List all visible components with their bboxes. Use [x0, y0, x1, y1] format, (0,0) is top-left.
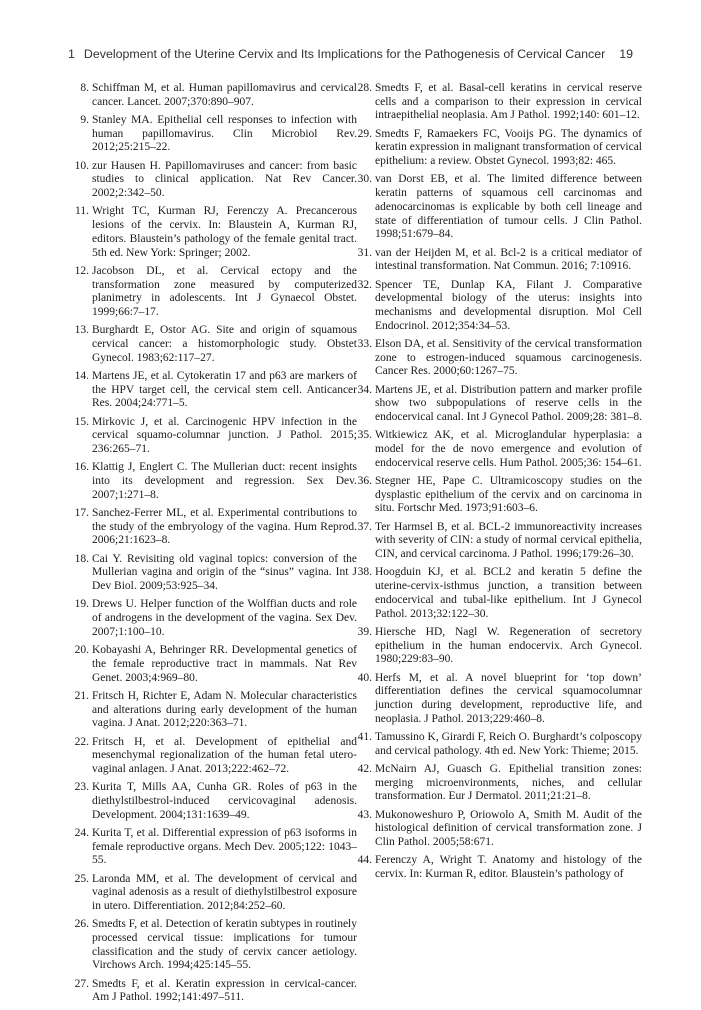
reference-number: 44.: [357, 854, 372, 867]
reference-number: 35.: [357, 429, 372, 442]
reference-text: Smedts F, Ramaekers FC, Vooijs PG. The dynamics of keratin expression in malignant transformation of cervical epithelium: a review. Obstet Gynecol. 1993;82: 465.: [375, 127, 642, 168]
reference-item: [75, 978, 357, 1005]
reference-text: van der Heijden M, et al. Bcl-2 is a critical mediator of intestinal transformation. Nat Commun. 2016; 7:10916.: [375, 246, 642, 273]
page-number: 19: [619, 47, 633, 61]
reference-item: [358, 475, 642, 516]
references-column-right: [358, 82, 642, 886]
reference-number: 39.: [357, 625, 372, 638]
reference-number: 31.: [357, 246, 372, 259]
reference-text: Smedts F, et al. Basal-cell keratins in cervical reserve cells and a comparison to their expression in cervical intraepithelial neoplasia. Am J Pathol. 1992;140: 601–12.: [375, 82, 642, 122]
reference-item: [358, 338, 642, 379]
reference-text: Cai Y. Revisiting old vaginal topics: conversion of the Mullerian vagina and origin of the “sinus” vagina. Int J Dev Biol. 2009;53:925–34.: [92, 552, 357, 593]
reference-item: [75, 160, 357, 201]
reference-text: Hoogduin KJ, et al. BCL2 and keratin 5 define the uterine-cervix-isthmus junction, a transition between endocervical and tubal-like epithelium. Int J Gynecol Pathol. 2013;32:122–30.: [375, 566, 642, 620]
reference-number: 32.: [357, 278, 372, 291]
reference-number: 41.: [357, 730, 372, 743]
reference-item: [358, 566, 642, 621]
reference-text: Stegner HE, Pape C. Ultramicoscopy studies on the dysplastic epithelium of the cervix and on carcinoma in situ. Fortschr Med. 1973;91:603–6.: [375, 475, 642, 515]
reference-item: [358, 247, 642, 274]
reference-item: [358, 429, 642, 470]
reference-number: 42.: [357, 762, 372, 775]
reference-item: [75, 324, 357, 365]
reference-text: Schiffman M, et al. Human papillomavirus and cervical cancer. Lancet. 2007;370:890–907.: [92, 82, 357, 108]
reference-number: 27.: [74, 977, 89, 990]
reference-number: 29.: [357, 127, 372, 140]
reference-item: [358, 731, 642, 758]
running-header: [68, 47, 633, 67]
reference-item: [75, 205, 357, 260]
reference-text: Martens JE, et al. Cytokeratin 17 and p63 are markers of the HPV target cell, the cervical stem cell. Anticancer Res. 2004;24:771–5.: [92, 369, 357, 410]
reference-text: Hiersche HD, Nagl W. Regeneration of secretory epithelium in the human endocervix. Arch Gynecol. 1980;229:83–90.: [375, 625, 642, 666]
reference-item: [358, 128, 642, 169]
reference-item: [75, 265, 357, 320]
reference-text: Smedts F, et al. Keratin expression in cervical-cancer. Am J Pathol. 1992;141:497–511.: [92, 977, 357, 1004]
reference-number: 10.: [74, 159, 89, 172]
reference-item: [75, 370, 357, 411]
reference-item: [358, 279, 642, 334]
reference-number: 21.: [74, 689, 89, 702]
reference-item: [358, 82, 642, 123]
reference-item: [75, 827, 357, 868]
reference-number: 16.: [74, 461, 89, 474]
reference-text: Kobayashi A, Behringer RR. Developmental genetics of the female reproductive tract in mammals. Nat Rev Genet. 2003;4:969–80.: [92, 644, 357, 684]
reference-text: Jacobson DL, et al. Cervical ectopy and the transformation zone measured by computerized planimetry in adolescents. Int J Gynaecol Obstet. 1999;66:7–17.: [92, 264, 357, 318]
reference-number: 11.: [75, 205, 89, 218]
reference-item: [358, 626, 642, 667]
reference-number: 23.: [74, 781, 89, 794]
reference-item: [75, 690, 357, 731]
reference-item: [75, 461, 357, 502]
reference-item: [75, 114, 357, 155]
chapter-number: 1: [68, 47, 75, 61]
reference-item: [358, 173, 642, 242]
reference-number: 17.: [74, 507, 89, 520]
reference-item: [75, 553, 357, 594]
reference-text: Kurita T, Mills AA, Cunha GR. Roles of p63 in the diethylstilbestrol-induced cervicovaginal adenosis. Development. 2004;131:1639–49.: [92, 781, 357, 821]
reference-text: McNairn AJ, Guasch G. Epithelial transition zones: merging microenvironments, niches, and cellular transformation. Eur J Dermatol. 2011;21:21–8.: [375, 762, 642, 803]
reference-text: Mukonoweshuro P, Oriowolo A, Smith M. Audit of the histological definition of cervical transformation zone. J Clin Pathol. 2005;58:671.: [375, 808, 642, 849]
reference-item: [358, 809, 642, 850]
reference-text: zur Hausen H. Papillomaviruses and cancer: from basic studies to clinical application. Nat Rev Cancer. 2002;2:342–50.: [92, 159, 357, 200]
reference-text: Drews U. Helper function of the Wolffian ducts and role of androgens in the development of the vagina. Sex Dev. 2007;1:100–10.: [92, 598, 357, 638]
reference-number: 37.: [357, 520, 372, 533]
reference-text: Fritsch H, et al. Development of epithelial and mesenchymal regionalization of the human fetal utero-vaginal anlagen. J Anat. 2013;222:462–72.: [92, 735, 357, 775]
reference-text: Martens JE, et al. Distribution pattern and marker profile show two subpopulations of reserve cells in the endocervical canal. Int J Gynecol Pathol. 2009;28: 381–8.: [375, 383, 642, 424]
reference-number: 34.: [357, 383, 372, 396]
reference-text: Kurita T, et al. Differential expression of p63 isoforms in female reproductive organs. Mech Dev. 2005;122: 1043–55.: [92, 826, 357, 867]
reference-text: Klattig J, Englert C. The Mullerian duct: recent insights into its development and regression. Sex Dev. 2007;1:271–8.: [92, 461, 357, 501]
reference-text: Herfs M, et al. A novel blueprint for ‘top down’ differentiation defines the cervical squamocolumnar junction during development, reproductive life, and neoplasia. J Pathol. 2013;229:460–8.: [375, 671, 642, 725]
reference-item: [75, 873, 357, 914]
reference-number: 14.: [74, 369, 89, 382]
reference-item: [75, 781, 357, 822]
reference-text: Stanley MA. Epithelial cell responses to infection with human papillomavirus. Clin Microbiol Rev. 2012;25:215–22.: [92, 114, 357, 154]
reference-text: Spencer TE, Dunlap KA, Filant J. Comparative developmental biology of the uterus: insights into mechanisms and developmental disruption. Mol Cell Endocrinol. 2012;354:34–53.: [375, 278, 642, 332]
reference-number: 24.: [74, 826, 89, 839]
reference-number: 12.: [74, 264, 89, 277]
reference-text: Smedts F, et al. Detection of keratin subtypes in routinely processed cervical tissue: implications for tumour classification and the study of cervix cancer aetiology. Virchows Arch. 1994;425:145–55.: [92, 918, 357, 972]
reference-number: 30.: [357, 173, 372, 186]
reference-item: [75, 918, 357, 973]
reference-text: Elson DA, et al. Sensitivity of the cervical transformation zone to estrogen-induced squamous carcinogenesis. Cancer Res. 2000;60:1267–75.: [375, 337, 642, 378]
reference-number: 13.: [74, 324, 89, 337]
reference-item: [358, 384, 642, 425]
reference-number: 38.: [357, 566, 372, 579]
reference-item: [358, 672, 642, 727]
reference-text: Tamussino K, Girardi F, Reich O. Burghardt’s colposcopy and cervical pathology. 4th ed. New York: Thieme; 2015.: [375, 730, 643, 757]
reference-number: 22.: [74, 735, 89, 748]
reference-number: 40.: [357, 671, 372, 684]
reference-item: [75, 82, 357, 109]
references-column-left: [75, 82, 357, 1010]
reference-text: Sanchez-Ferrer ML, et al. Experimental contributions to the study of the embryology of the vagina. Hum Reprod. 2006;21:1623–8.: [92, 507, 357, 547]
reference-text: Fritsch H, Richter E, Adam N. Molecular characteristics and alterations during early development of the human vagina. J Anat. 2012;220:363–71.: [92, 689, 357, 730]
reference-item: [358, 854, 642, 881]
reference-item: [358, 521, 642, 562]
chapter-heading: [68, 47, 605, 61]
reference-number: 33.: [357, 337, 372, 350]
reference-text: Mirkovic J, et al. Carcinogenic HPV infection in the cervical squamo-columnar junction. J Pathol. 2015; 236:265–71.: [92, 415, 357, 456]
reference-number: 26.: [74, 918, 89, 931]
reference-text: Laronda MM, et al. The development of cervical and vaginal adenosis as a result of diethylstilbestrol exposure in utero. Differentiation. 2012;84:252–60.: [92, 872, 357, 913]
reference-text: Ter Harmsel B, et al. BCL-2 immunoreactivity increases with severity of CIN: a study of normal cervical epithelia, CIN, and cervical carcinoma. J Pathol. 1996;179:26–30.: [375, 520, 642, 561]
reference-number: 43.: [357, 808, 372, 821]
reference-item: [75, 598, 357, 639]
reference-text: Ferenczy A, Wright T. Anatomy and histology of the cervix. In: Kurman R, editor. Blaustein’s pathology of: [375, 854, 642, 881]
reference-number: 19.: [74, 598, 89, 611]
reference-number: 20.: [74, 644, 89, 657]
reference-item: [75, 736, 357, 777]
reference-text: Witkiewicz AK, et al. Microglandular hyperplasia: a model for the de novo emergence and evolution of endocervical reserve cells. Hum Pathol. 2005;36: 154–61.: [375, 429, 642, 469]
chapter-title: Development of the Uterine Cervix and Its Implications for the Pathogenesis of Cervical Cancer: [83, 47, 606, 61]
reference-item: [358, 763, 642, 804]
reference-item: [75, 644, 357, 685]
reference-number: 9.: [80, 114, 89, 126]
reference-number: 18.: [74, 552, 89, 565]
reference-text: Wright TC, Kurman RJ, Ferenczy A. Precancerous lesions of the cervix. In: Blaustein A, Kurman RJ, editors. Blaustein’s pathology of the female genital tract. 5th ed. New York: Springer; 2002.: [92, 205, 357, 259]
reference-number: 15.: [74, 415, 89, 428]
reference-number: 28.: [357, 82, 372, 94]
reference-text: Burghardt E, Ostor AG. Site and origin of squamous cervical cancer: a histomorphologic study. Obstet Gynecol. 1983;62:117–27.: [92, 324, 357, 364]
reference-number: 8.: [80, 82, 89, 94]
reference-number: 25.: [74, 872, 89, 885]
reference-item: [75, 416, 357, 457]
reference-number: 36.: [357, 475, 372, 488]
reference-text: van Dorst EB, et al. The limited difference between keratin patterns of squamous cell carcinomas and adenocarcinomas is explicable by both cell lineage and state of differentiation of tumour cells. J Clin Pathol. 1998;51:679–84.: [375, 173, 642, 241]
reference-item: [75, 507, 357, 548]
